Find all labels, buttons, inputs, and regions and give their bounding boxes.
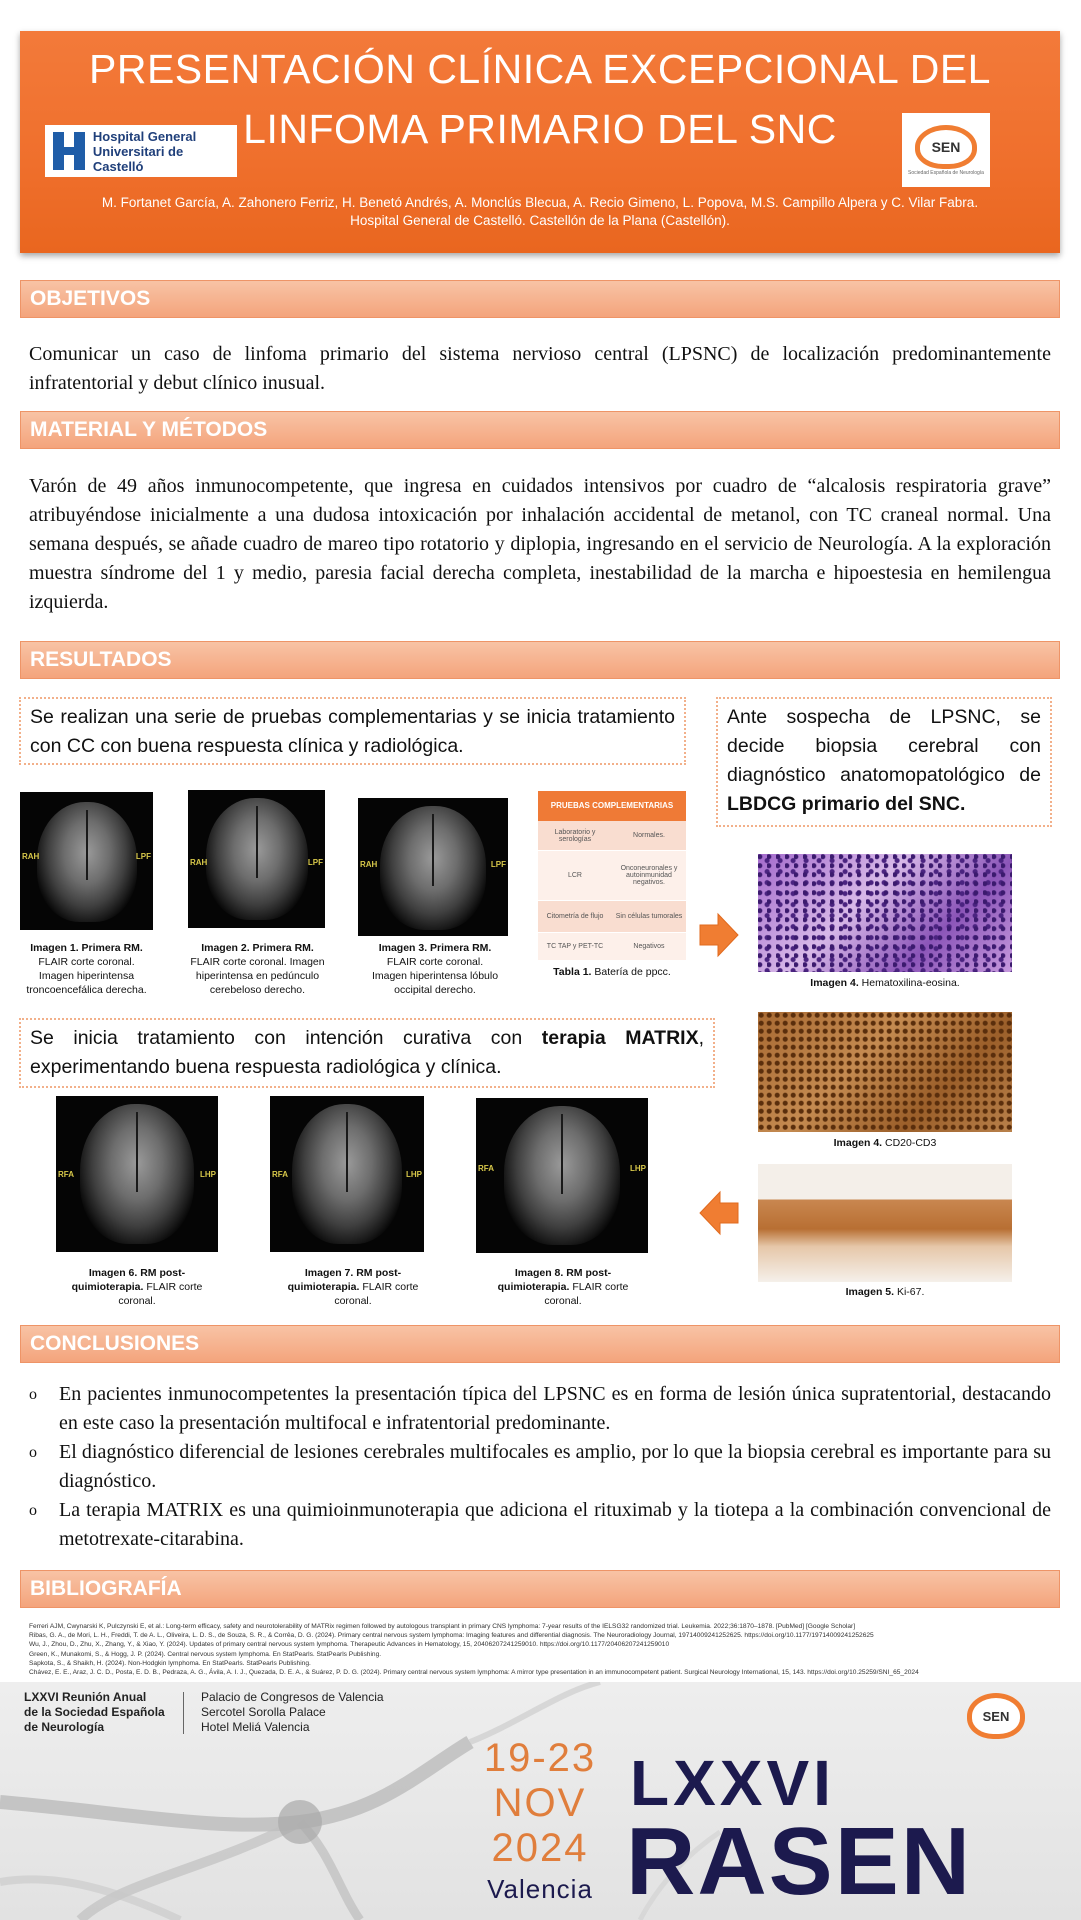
pruebas-table-header: PRUEBAS COMPLEMENTARIAS (538, 791, 686, 821)
hospital-logo-line-1: Hospital General (92, 128, 197, 144)
venue-line-1: Palacio de Congresos de Valencia (201, 1690, 384, 1704)
bibliography-list (29, 1622, 1059, 1677)
poster-header (20, 31, 1060, 253)
histology-image-ki67 (758, 1164, 1012, 1282)
table-row (538, 821, 686, 851)
mri-label-right: LPF (135, 852, 151, 861)
reference: Sapkota, S., & Shaikh, H. (2024). Non-Hodgkin lymphoma. En StatPearls. StatPearls Publishing. (29, 1659, 311, 1667)
bullet-icon: o (29, 1444, 37, 1461)
table-cell: LCR (538, 851, 612, 901)
reference: Chávez, E. E., Araz, J. C. D., Posta, E. D. B., Pedraza, A. G., Ávila, A. I. J., Quezada, D. E. A., & Suárez, P. D. G. (2024). Primary central nervous system lymphoma: A mirror type presentation in an immunocompetent patient. Surgical Neurology International, 15, 143. https://doi.org/10.25259/SNI_65_2024 (29, 1669, 919, 1677)
congress-footer (0, 1682, 1081, 1920)
caption-title: Imagen 4. (810, 977, 859, 989)
table-caption-title: Tabla 1. (553, 966, 592, 978)
sen-brain-icon (967, 1693, 1025, 1739)
reference: Ribas, G. A., de Mori, L. H., Freddi, T. de A. L., Oliveira, L. D. S., de Souza, S. R., & Corrêa, D. G. (2024). Primary central nervous system lymphoma: Imaging features and differential diagnosis. The Neuroradiology Journal, 19714009241252625. https://doi.org/10.1177/19714009241252625 (29, 1632, 874, 1640)
mri-label-left: RAH (22, 852, 40, 861)
caption-title: Imagen 6. RM post-quimioterapia. (71, 1267, 186, 1293)
caption-desc: FLAIR corte coronal. Imagen hiperintensa troncoencefálica derecha. (26, 956, 147, 996)
objetivos-text: Comunicar un caso de linfoma primario del sistema nervioso central (LPSNC) de localización predominantemente infratentorial y debut clínico inusual. (29, 343, 1051, 394)
table-cell: Onconeuronales y autoinmunidad negativos. (612, 851, 686, 901)
caption-desc: FLAIR corte coronal. (118, 1281, 203, 1307)
footer-sen-logo (964, 1690, 1028, 1742)
mri-label-left: RFA (58, 1170, 74, 1179)
resultados-box-2 (716, 697, 1052, 827)
institution: Hospital General de Castelló. Castellón de la Plana (Castellón). (350, 213, 730, 228)
resultados-box-1 (19, 697, 686, 765)
list-item (29, 1496, 1051, 1554)
meeting-line-3: de Neurología (24, 1720, 105, 1734)
table-caption-text: Batería de ppcc. (591, 966, 671, 978)
section-resultados: RESULTADOS (20, 641, 1060, 679)
sen-logo-text: SEN (931, 138, 961, 155)
caption-image-5 (758, 1285, 1012, 1299)
reference: Green, K., Munakomi, S., & Hogg, J. P. (2024). Central nervous system lymphoma. En StatPearls. StatPearls Publishing. (29, 1650, 382, 1658)
mri-label-right: LPF (307, 858, 323, 867)
footer-sen-logo-text: SEN (982, 1708, 1010, 1724)
meeting-line-1: LXXVI Reunión Anual (24, 1690, 147, 1704)
mri-image-7 (270, 1096, 424, 1252)
arrow-left-icon (698, 1190, 740, 1236)
caption-title: Imagen 1. Primera RM. (30, 942, 143, 954)
dates-month: NOV (493, 1781, 587, 1825)
sen-logo-subtitle: Sociedad Española de Neurología (908, 169, 984, 176)
list-item (29, 1438, 1051, 1496)
caption-title: Imagen 7. RM post-quimioterapia. (287, 1267, 402, 1293)
caption-title: Imagen 8. RM post-quimioterapia. (497, 1267, 612, 1293)
section-objetivos: OBJETIVOS (20, 280, 1060, 318)
mri-image-8 (476, 1098, 648, 1253)
congress-city: Valencia (487, 1874, 593, 1904)
title-line-1: PRESENTACIÓN CLÍNICA EXCEPCIONAL DEL (88, 46, 991, 92)
table-row (538, 933, 686, 961)
caption-title: Imagen 5. (845, 1286, 895, 1298)
table-cell: TC TAP y PET-TC (538, 933, 612, 961)
caption-desc: Ki-67. (894, 1286, 925, 1298)
mri-label-right: LPF (490, 860, 506, 869)
caption-image-2 (190, 941, 325, 997)
section-conclusiones: CONCLUSIONES (20, 1325, 1060, 1363)
mri-label-left: RFA (272, 1170, 288, 1179)
mri-image-1 (20, 792, 153, 930)
venues (201, 1690, 384, 1735)
dates-year: 2024 (491, 1826, 589, 1870)
congress-name: RASEN (626, 1808, 973, 1915)
mri-image-6 (56, 1096, 218, 1252)
sen-brain-icon (915, 125, 977, 169)
mri-label-left: RAH (190, 858, 208, 867)
histology-image-he (758, 854, 1012, 972)
table-cell: Citometría de flujo (538, 901, 612, 933)
resultados-box-3-bold: terapia MATRIX (541, 1027, 699, 1049)
arrow-right-icon (698, 912, 740, 958)
conclusiones-list (29, 1380, 1051, 1554)
congress-dates (470, 1736, 610, 1907)
caption-image-8 (488, 1266, 638, 1308)
sen-logo (902, 113, 990, 187)
caption-image-3 (370, 941, 500, 997)
caption-image-1 (20, 941, 153, 997)
pruebas-table (538, 791, 686, 979)
table-row (538, 901, 686, 933)
caption-image-6 (62, 1266, 212, 1308)
caption-image-4-cd20 (758, 1136, 1012, 1150)
congress-number: LXXVI (630, 1747, 835, 1819)
caption-desc: CD20-CD3 (882, 1137, 937, 1149)
resultados-box-2-text: Ante sospecha de LPSNC, se decide biopsia cerebral con diagnóstico anatomopatológico de (727, 706, 1041, 786)
resultados-box-2-bold: LBDCG primario del SNC. (727, 793, 966, 815)
caption-title: Imagen 3. Primera RM. (378, 942, 492, 954)
list-item-text: El diagnóstico diferencial de lesiones cerebrales multifocales es amplio, por lo que la biopsia cerebral es importante para su diagnóstico. (59, 1441, 1051, 1492)
venue-line-3: Hotel Meliá Valencia (201, 1720, 310, 1734)
authors: M. Fortanet García, A. Zahonero Ferriz, H. Benetó Andrés, A. Monclús Blecua, A. Recio Gimeno, L. Popova, M.S. Campillo Alpera y C. Vilar Fabra. (101, 195, 979, 210)
authors-block (20, 194, 1060, 230)
bullet-icon: o (29, 1386, 37, 1403)
title-line-2: LINFOMA PRIMARIO DEL SNC (243, 106, 837, 152)
table-cell: Negativos (612, 933, 686, 961)
caption-image-4-he (758, 976, 1012, 990)
table-cell: Normales. (612, 821, 686, 851)
table-row (538, 851, 686, 901)
mri-label-right: LHP (200, 1170, 216, 1179)
dates-days: 19-23 (483, 1736, 597, 1780)
table-cell: Sin células tumorales (612, 901, 686, 933)
list-item-text: En pacientes inmunocompetentes la presentación típica del LPSNC es en forma de lesión única supratentorial, destacando en este caso la presentación multifocal e infratentorial predominante. (59, 1383, 1051, 1434)
caption-title: Imagen 2. Primera RM. (201, 942, 314, 954)
caption-desc: FLAIR corte coronal. (334, 1281, 419, 1307)
caption-image-7 (278, 1266, 428, 1308)
resultados-box-3-text-end: , experimentando buena respuesta radiológica y clínica. (30, 1027, 704, 1078)
resultados-box-3 (19, 1018, 715, 1088)
caption-desc: FLAIR corte coronal. Imagen hiperintensa lóbulo occipital derecho. (371, 956, 499, 996)
hospital-h-icon (53, 132, 85, 170)
caption-title: Imagen 4. (833, 1137, 883, 1149)
caption-desc: FLAIR corte coronal. (544, 1281, 629, 1307)
list-item-text: La terapia MATRIX es una quimioinmunoterapia que adiciona el rituximab y la tiotepa a la combinación convencional de metotrexate-citarabina. (59, 1499, 1051, 1550)
mri-label-right: LHP (406, 1170, 422, 1179)
reference: Wu, J., Zhou, D., Zhu, X., Zhang, Y., & Xiao, Y. (2024). Updates of primary central nervous system lymphoma. Therapeutic Advances in Hematology, 15, 20406207241259010. https://doi.org/10.1177/20406207241259010 (29, 1641, 670, 1649)
caption-desc: Hematoxilina-eosina. (858, 977, 960, 989)
hospital-logo (45, 125, 237, 177)
meeting-line-2: de la Sociedad Española (24, 1705, 165, 1719)
table-caption (538, 965, 686, 979)
mri-label-right: LHP (630, 1164, 646, 1173)
histology-image-cd20 (758, 1012, 1012, 1132)
table-cell: Laboratorio y serologías (538, 821, 612, 851)
meeting-name (24, 1690, 165, 1735)
footer-divider (183, 1692, 184, 1734)
mri-image-2 (188, 790, 325, 928)
material-text: Varón de 49 años inmunocompetente, que ingresa en cuidados intensivos por cuadro de “alcalosis respiratoria grave” atribuyéndose inicialmente a una dudosa intoxicación por inhalación accidental de metanol, con TC craneal normal. Una semana después, se añade cuadro de mareo tipo rotatorio y diplopia, ingresando en el servicio de Neurología. A la exploración muestra síndrome del 1 y medio, paresia facial derecha completa, inestabilidad de la marcha e hipoestesia en hemilengua izquierda. (29, 475, 1051, 613)
resultados-box-1-text: Se realizan una serie de pruebas complementarias y se inicia tratamiento con CC con buena respuesta clínica y radiológica. (30, 706, 675, 757)
mri-label-left: RFA (478, 1164, 494, 1173)
section-bibliografia: BIBLIOGRAFÍA (20, 1570, 1060, 1608)
list-item (29, 1380, 1051, 1438)
mri-label-left: RAH (360, 860, 378, 869)
reference: Ferreri AJM, Cwynarski K, Pulczynski E, et al.: Long-term efficacy, safety and neurotolerability of MATRix regimen followed by autologous transplant in primary CNS lymphoma: 7-year results of the IELSG32 randomized trial. Leukemia. 2022;36:1870–1878. [PubMed] [Google Scholar] (29, 1623, 856, 1630)
resultados-box-3-text: Se inicia tratamiento con intención curativa con (30, 1027, 542, 1049)
bullet-icon: o (29, 1502, 37, 1519)
venue-line-2: Sercotel Sorolla Palace (201, 1705, 326, 1719)
section-material-metodos: MATERIAL Y MÉTODOS (20, 411, 1060, 449)
mri-image-3 (358, 798, 508, 936)
caption-desc: FLAIR corte coronal. Imagen hiperintensa en pedúnculo cerebeloso derecho. (190, 956, 325, 996)
hospital-logo-line-2: Universitari de Castelló (92, 143, 184, 174)
